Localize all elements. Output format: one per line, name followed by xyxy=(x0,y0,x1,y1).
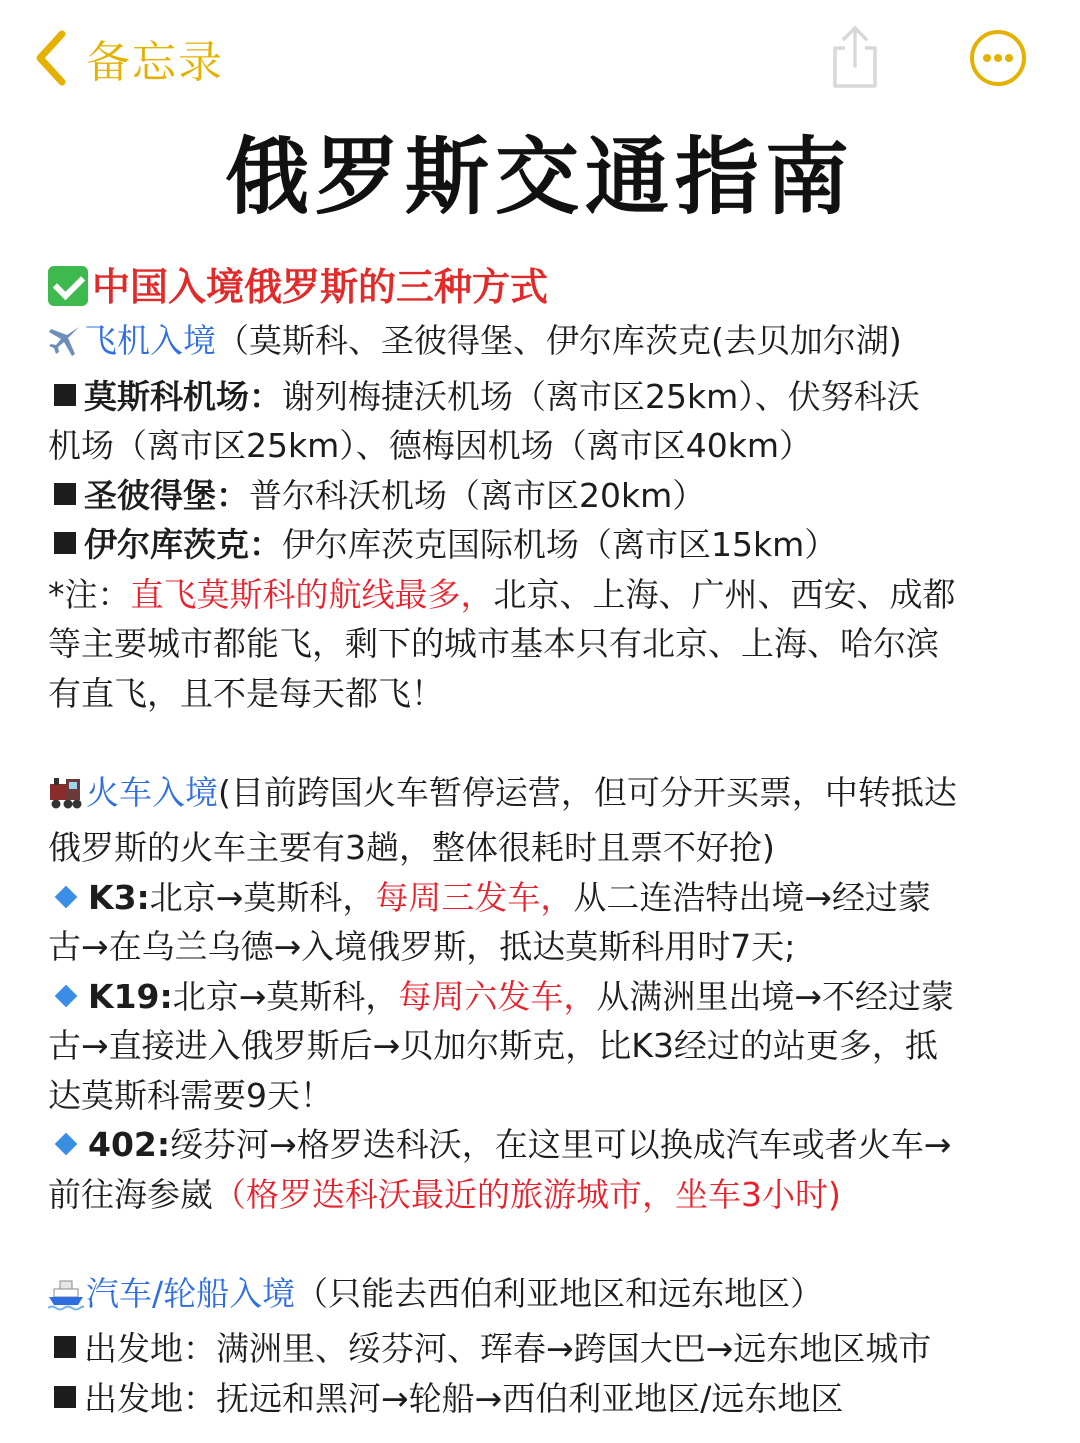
train-k19: K19:北京→莫斯科，每周六发车，从满洲里出境→不经过蒙 xyxy=(48,972,1038,1022)
bullet-square-icon xyxy=(54,1336,76,1358)
chevron-left-icon xyxy=(32,28,68,88)
section-heading: 中国入境俄罗斯的三种方式 xyxy=(48,258,1038,316)
train-k19-cont: 古→直接进入俄罗斯后→贝加尔斯克，比K3经过的站更多，抵 xyxy=(48,1026,938,1065)
airplane-icon xyxy=(48,322,82,372)
note-title: 俄罗斯交通指南 xyxy=(224,128,855,226)
train-k3-cont: 古→在乌兰乌德→入境俄罗斯，抵达莫斯科用时7天; xyxy=(48,927,796,966)
bullet-square-icon xyxy=(54,384,76,406)
moscow-airports: 莫斯科机场：谢列梅捷沃机场（离市区25km）、伏努科沃 xyxy=(48,372,1038,422)
back-button[interactable] xyxy=(32,26,224,90)
air-note-cont: 有直飞，且不是每天都飞！ xyxy=(48,673,444,713)
train-402: 402:绥芬河→格罗迭科沃，在这里可以换成汽车或者火车→ xyxy=(48,1120,1038,1170)
blue-diamond-icon xyxy=(55,1133,78,1156)
train-402-cont: 前往海参崴（格罗迭科沃最近的旅游城市，坐车3小时) xyxy=(48,1174,841,1214)
air-note: *注：直飞莫斯科的航线最多，北京、上海、广州、西安、成都 xyxy=(48,574,956,614)
irkutsk-airport: 伊尔库茨克：伊尔库茨克国际机场（离市区15km） xyxy=(48,520,1038,570)
blue-diamond-icon xyxy=(55,984,78,1007)
navigation-bar xyxy=(0,0,1080,110)
back-label: 备忘录 xyxy=(86,37,224,88)
train-icon xyxy=(48,774,84,824)
bullet-square-icon xyxy=(54,483,76,505)
train-k3: K3:北京→莫斯科，每周三发车，从二连浩特出境→经过蒙 xyxy=(48,873,1038,923)
note-body xyxy=(48,258,1038,1423)
share-icon[interactable] xyxy=(828,24,882,90)
train-k19-cont: 达莫斯科需要9天！ xyxy=(48,1075,333,1115)
bus-ship-intro: 汽车/轮船入境（只能去西伯利亚地区和远东地区） xyxy=(48,1269,1038,1325)
checkmark-icon xyxy=(48,266,88,306)
spb-airport: 圣彼得堡：普尔科沃机场（离市区20km） xyxy=(48,471,1038,521)
bus-departure: 出发地：满洲里、绥芬河、珲春→跨国大巴→远东地区城市 xyxy=(48,1324,1038,1374)
bullet-square-icon xyxy=(54,1386,76,1408)
air-intro: 飞机入境（莫斯科、圣彼得堡、伊尔库茨克(去贝加尔湖) xyxy=(48,316,1038,372)
ship-icon xyxy=(48,1275,84,1325)
train-intro: 火车入境(目前跨国火车暂停运营，但可分开买票，中转抵达 xyxy=(48,768,1038,824)
bullet-square-icon xyxy=(54,532,76,554)
blue-diamond-icon xyxy=(55,885,78,908)
more-icon[interactable] xyxy=(968,28,1028,88)
air-note-cont: 等主要城市都能飞，剩下的城市基本只有北京、上海、哈尔滨 xyxy=(48,624,939,663)
ship-departure: 出发地：抚远和黑河→轮船→西伯利亚地区/远东地区 xyxy=(48,1374,1038,1424)
moscow-airports-cont: 机场（离市区25km）、德梅因机场（离市区40km） xyxy=(48,426,812,465)
train-intro-cont: 俄罗斯的火车主要有3趟，整体很耗时且票不好抢) xyxy=(48,828,775,867)
